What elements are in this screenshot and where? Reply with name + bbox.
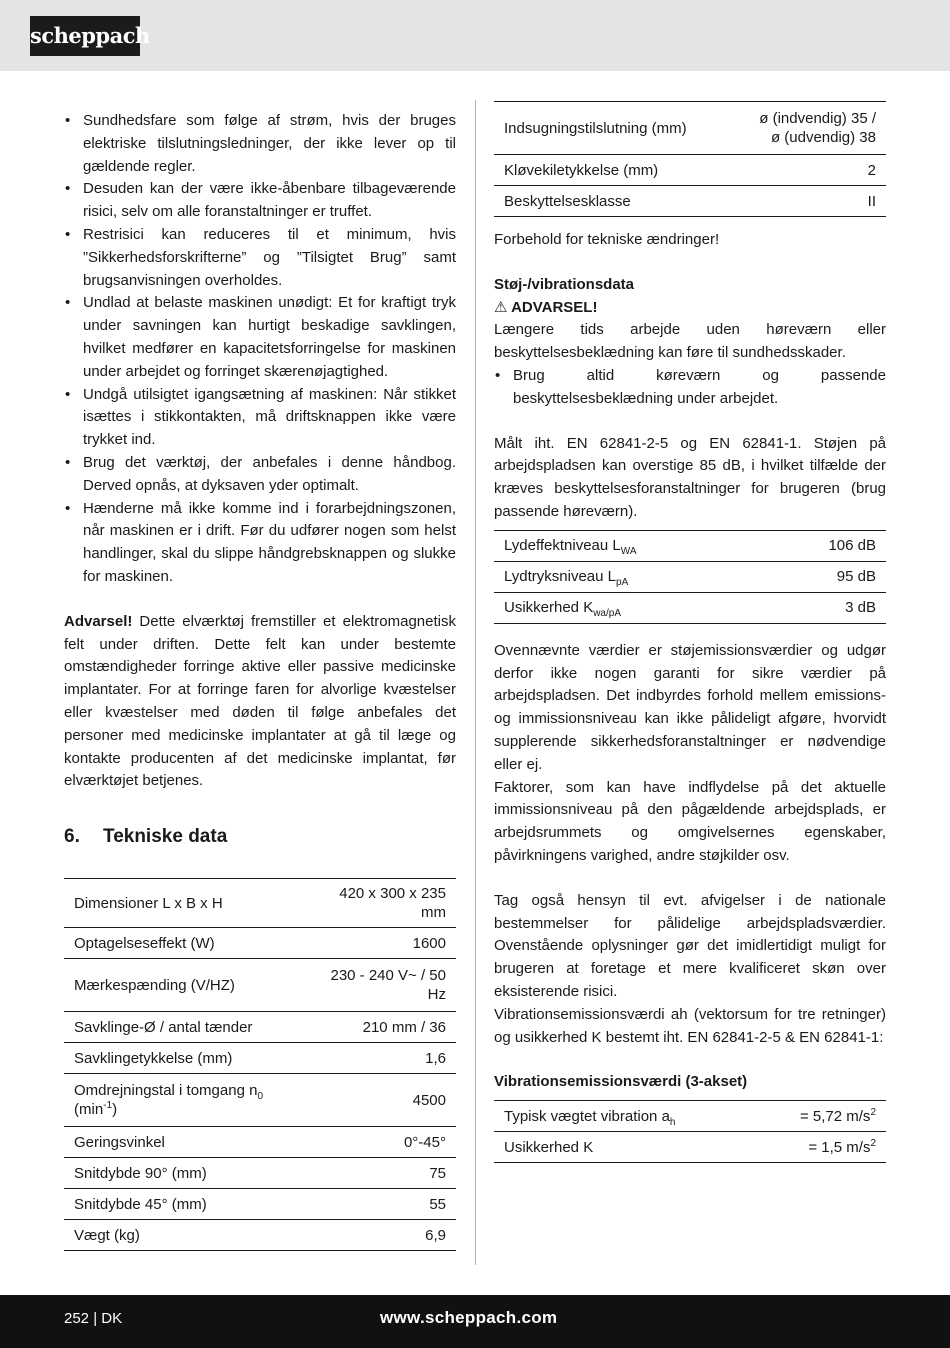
spec-label: Geringsvinkel [64, 1127, 306, 1158]
table-row [494, 102, 886, 155]
table-row [64, 928, 456, 959]
spec-value: ø (indvendig) 35 / ø (udvendig) 38 [728, 102, 886, 155]
list-item: • Brug altid køreværn og passende beskyttelsesbeklædning under arbejdet. [494, 365, 886, 411]
section-heading [64, 825, 456, 849]
spec-value: 4500 [306, 1074, 456, 1127]
warning-triangle-icon: ⚠ [494, 298, 508, 316]
spec-label: Optagelseseffekt (W) [64, 928, 306, 959]
spec-label: Mærkespænding (V/HZ) [64, 959, 306, 1012]
spec-label: Kløvekiletykkelse (mm) [494, 155, 728, 186]
table-row [494, 530, 886, 561]
noise-value: 95 dB [766, 561, 886, 592]
noise-label: Usikkerhed $K_{wa/pA}$ [494, 592, 766, 623]
spec-label: Omdrejningstal i tomgang $n_0$ $(\min^{-1})$ [64, 1074, 306, 1127]
noise-label: Lydeffektniveau $L_{WA}$ [494, 530, 766, 561]
spec-value: 55 [306, 1189, 456, 1220]
list-item: • Undlad at belaste maskinen unødigt: Et for kraftigt tryk under savningen kan hurtigt beskadige savklingen, hvilket medfører en kapacitetsforringelse for maskinen under arbejdet og forringet skærenøjagtighed. [64, 292, 456, 383]
national-paragraph: Tag også hensyn til evt. afvigelser i de nationale bestemmelser for pålidelige arbejdspladsværdier. Ovenstående oplysninger gør det imidlertidigt muligt for brugeren at foretage et mere kvalificeret skøn over eksisterende risici. [494, 891, 886, 1000]
spec-value: 6,9 [306, 1220, 456, 1251]
emf-warning-paragraph [64, 611, 456, 793]
spec-value: 0°-45° [306, 1127, 456, 1158]
left-column [64, 110, 456, 1251]
vibration-heading: Vibrationsemissionsværdi (3-akset) [494, 1073, 748, 1091]
spec-value: 230 - 240 V~ / 50 Hz [306, 959, 456, 1012]
table-row [64, 1189, 456, 1220]
section-number: 6. [64, 826, 80, 848]
vibration-paragraph: Vibrationsemissionsværdi ah (vektorsum for tre retninger) og usikkerhed K bestemt iht. EN 62841-2-5 & EN 62841-1: [494, 1005, 886, 1046]
list-item: • Sundhedsfare som følge af strøm, hvis der bruges elektriske tilslutningsledninger, der ikke lever op til gældende regler. [64, 110, 456, 178]
table-row [64, 1012, 456, 1043]
list-item: • Desuden kan der være ikke-åbenbare tilbageværende risici, selv om alle foranstaltninger er truffet. [64, 178, 456, 224]
warning-text: Dette elværktøj fremstiller et elektromagnetisk felt under driften. Dette felt kan under bestemte omstændigheder forringe aktive eller passive medicinske implantater. For at forringe faren for alvorlige kvæstelser eller kvæstelser med døden til følge anbefales det personer med medicinske implantater at gå til læge og kontakte producenten af det medicinske implantat, før elværktøjet betjenes. [64, 612, 456, 790]
page-number: 252 | DK [64, 1310, 123, 1327]
vibration-value: = 5,72 $m/s^2$ [755, 1101, 886, 1132]
list-item: • Restrisici kan reduceres til et minimum, hvis ”Sikkerhedsforskrifterne” og ”Tilsigtet Brug” samt brugsanvisningen overholdes. [64, 224, 456, 292]
spec-label: Snitdybde 45° (mm) [64, 1189, 306, 1220]
vibration-label: Usikkerhed K [494, 1132, 755, 1163]
warning-text: Længere tids arbejde uden høreværn eller beskyttelsesbeklædning kan føre til sundhedsskader. [494, 321, 886, 362]
spec-label: Savklinge-Ø / antal tænder [64, 1012, 306, 1043]
spec-value: 75 [306, 1158, 456, 1189]
table-row [494, 561, 886, 592]
measurement-paragraph: Målt iht. EN 62841-2-5 og EN 62841-1. Støjen på arbejdspladsen kan overstige 85 dB, i hvilket tilfælde der kræves beskyttelsesforanstaltninger for brugeren (brug passende høreværn). [494, 434, 886, 520]
table-row [494, 592, 886, 623]
right-column [494, 101, 886, 1163]
table-row [494, 1101, 886, 1132]
column-divider [475, 100, 476, 1265]
table-row [64, 1220, 456, 1251]
warning-label: ADVARSEL! [511, 298, 598, 316]
noise-table [494, 530, 886, 624]
noise-heading: Støj-/vibrationsdata [494, 275, 635, 293]
noise-label: Lydtryksniveau $L_{pA}$ [494, 561, 766, 592]
spec-label: Vægt (kg) [64, 1220, 306, 1251]
table-row [494, 1132, 886, 1163]
table-row [494, 186, 886, 217]
spec-value: 2 [728, 155, 886, 186]
list-item: • Undgå utilsigtet igangsætning af maskinen: Når stikket isættes i stikkontakten, må driftsknappen ikke være trykket ind. [64, 384, 456, 452]
spec-label: Savklingetykkelse (mm) [64, 1043, 306, 1074]
warning-label: Advarsel! [64, 612, 133, 630]
technical-data-table [64, 878, 456, 1251]
residual-risk-list [64, 110, 456, 589]
noise-value: 3 dB [766, 592, 886, 623]
vibration-label: Typisk vægtet vibration $a_h$ [494, 1101, 755, 1132]
scheppach-logo: scheppach [30, 16, 140, 56]
section-title: Tekniske data [103, 826, 228, 848]
reservation-note: Forbehold for tekniske ændringer! [494, 231, 720, 248]
table-row [64, 879, 456, 928]
spec-label: Dimensioner L x B x H [64, 879, 306, 928]
noise-value: 106 dB [766, 530, 886, 561]
spec-value: II [728, 186, 886, 217]
emission-paragraph: Ovennævnte værdier er støjemissionsværdier og udgør derfor ikke nogen garanti for sikre værdier på arbejdspladsen. Det indbyrdes forhold mellem emissions- og immissionsniveau kan ikke pålideligt afgøre, hvorvidt supplerende sikkerhedsforanstaltninger er nødvendige eller ej. [494, 641, 886, 773]
warning-line [494, 297, 886, 320]
spec-label: Snitdybde 90° (mm) [64, 1158, 306, 1189]
spec-value: 210 mm / 36 [306, 1012, 456, 1043]
footer-url: www.scheppach.com [380, 1308, 558, 1327]
table-row [494, 155, 886, 186]
vibration-table [494, 1100, 886, 1163]
spec-value: 1,6 [306, 1043, 456, 1074]
list-item: • Brug det værktøj, der anbefales i denne håndbog. Derved opnås, at dyksaven yder optimalt. [64, 452, 456, 498]
table-row [64, 1158, 456, 1189]
spec-label: Indsugningstilslutning (mm) [494, 102, 728, 155]
table-row [64, 1043, 456, 1074]
warning-list [494, 365, 886, 411]
spec-value: 1600 [306, 928, 456, 959]
spec-value: 420 x 300 x 235 mm [306, 879, 456, 928]
list-item: • Hænderne må ikke komme ind i forarbejdningszonen, når maskinen er i drift. Før du udfører nogen som helst handlinger, skal du slippe håndgrebsknappen og slukke for maskinen. [64, 498, 456, 589]
vibration-value: = 1,5 $m/s^2$ [755, 1132, 886, 1163]
table-row [64, 1127, 456, 1158]
table-row [64, 1074, 456, 1127]
spec-label: Beskyttelsesklasse [494, 186, 728, 217]
table-row [64, 959, 456, 1012]
factors-paragraph: Faktorer, som kan have indflydelse på det aktuelle immissionsniveau på den pågældende arbejdsplads, er arbejdsrummets og omgivelsernes egenskaber, påvirkningens varighed, andre støjkilder osv. [494, 778, 886, 864]
technical-data-table-continued [494, 101, 886, 217]
